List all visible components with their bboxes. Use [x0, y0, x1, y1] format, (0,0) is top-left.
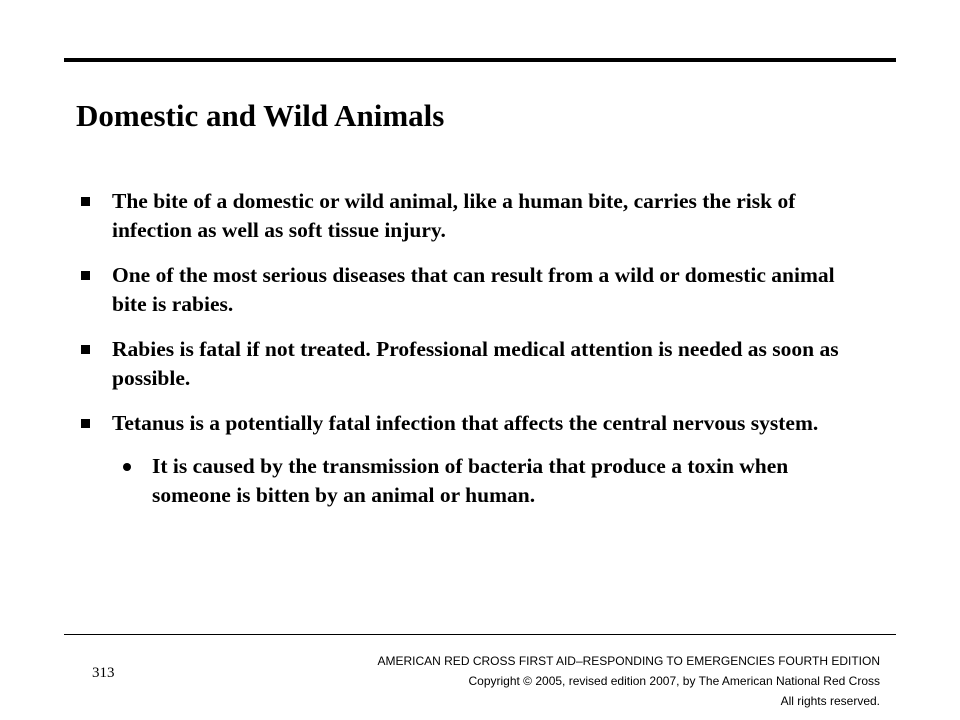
bullet-item: [76, 335, 856, 393]
bullet-text: The bite of a domestic or wild animal, like a human bite, carries the risk of infection as well as soft tissue injury.: [112, 189, 796, 242]
bullet-item: [76, 261, 856, 319]
bullet-text: Tetanus is a potentially fatal infection that affects the central nervous system.: [112, 411, 819, 435]
square-bullet-icon: [81, 197, 90, 206]
bottom-divider: [64, 634, 896, 635]
bullet-item: [76, 187, 856, 245]
footer-copyright: Copyright © 2005, revised edition 2007, by The American National Red Cross: [468, 674, 880, 688]
footer-rights: All rights reserved.: [780, 694, 880, 708]
square-bullet-icon: [81, 419, 90, 428]
bullet-text: One of the most serious diseases that can result from a wild or domestic animal bite is rabies.: [112, 263, 835, 316]
slide-title: Domestic and Wild Animals: [76, 98, 445, 133]
sub-bullet-text: It is caused by the transmission of bacteria that produce a toxin when someone is bitten by an animal or human.: [152, 454, 789, 507]
top-divider: [64, 58, 896, 62]
page-number: 313: [92, 665, 115, 681]
sub-bullet-item: [116, 452, 856, 510]
square-bullet-icon: [81, 345, 90, 354]
bullet-item: [76, 409, 856, 438]
square-bullet-icon: [81, 271, 90, 280]
bullet-text: Rabies is fatal if not treated. Professional medical attention is needed as soon as possible.: [112, 337, 839, 390]
footer-book-title: AMERICAN RED CROSS FIRST AID–RESPONDING TO EMERGENCIES FOURTH EDITION: [377, 654, 880, 668]
bullet-list: [76, 187, 856, 510]
copyright-footer: [377, 651, 880, 711]
round-bullet-icon: [123, 463, 131, 471]
